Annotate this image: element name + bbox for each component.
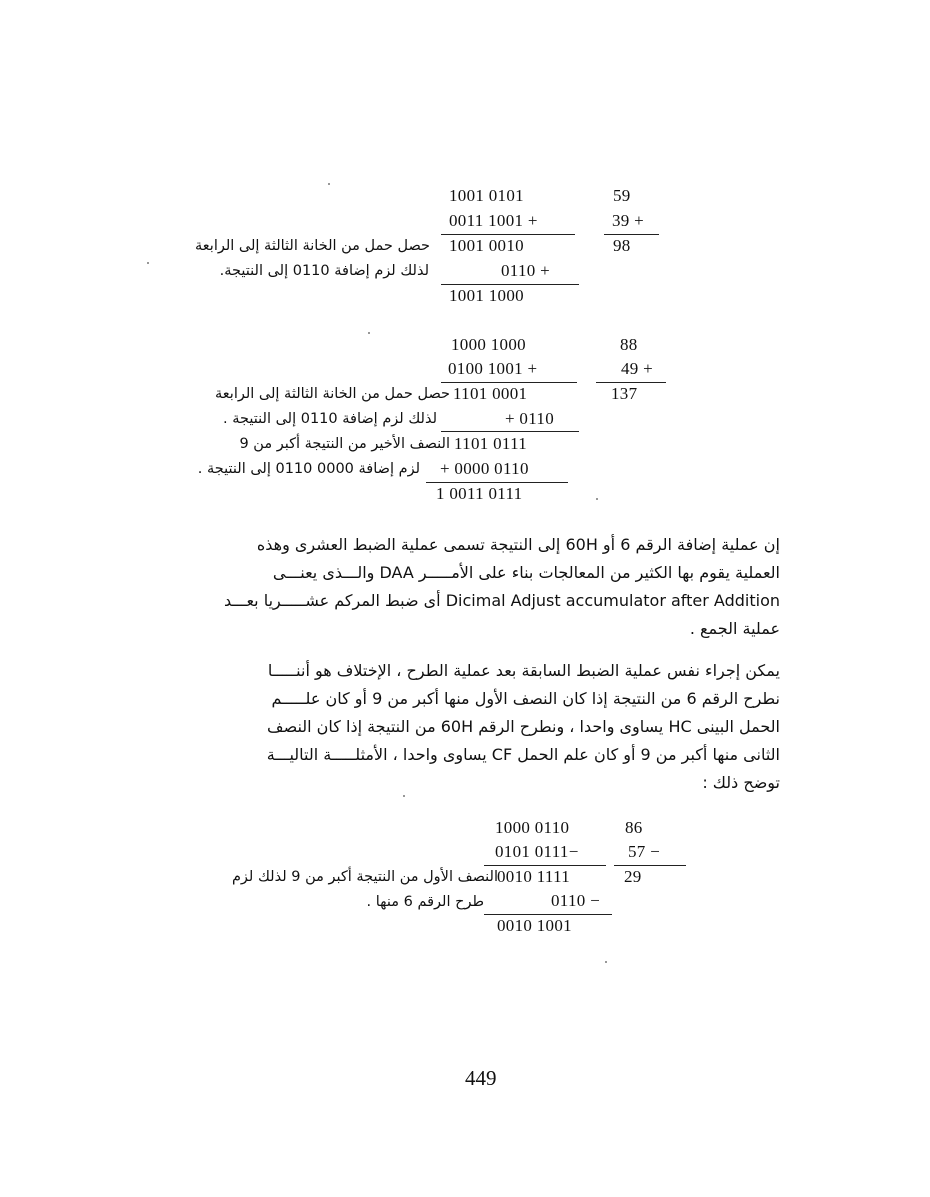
ex2-operand-b-binary: 0100 1001 + <box>448 359 538 378</box>
ex1-note-carry: حصل حمل من الخانة الثالثة إلى الرابعة <box>195 238 430 254</box>
paragraph-subtraction-adjust <box>150 657 780 797</box>
paragraph-line: Dicimal Adjust accumulator after Addition أى ضبط المركم عشـــــريا بعـــد <box>224 591 780 610</box>
ex3-correction-rule <box>484 914 612 915</box>
paragraph-line: يمكن إجراء نفس عملية الضبط السابقة بعد عملية الطرح ، الإختلاف هو أننـــــا <box>267 661 780 680</box>
ex3-operand-a-decimal: 86 <box>625 818 643 837</box>
ex3-operand-b-binary: 0101 0111− <box>495 842 579 861</box>
ex2-correction-high-rule <box>426 482 568 483</box>
ex2-operand-b-decimal: 49 + <box>621 359 654 378</box>
ex1-operand-a-binary: 1001 0101 <box>449 186 524 205</box>
ex3-difference-decimal: 29 <box>624 867 642 886</box>
ex1-raw-sum-binary: 1001 0010 <box>449 236 524 255</box>
ex2-correction-high-binary: + 0000 0110 <box>440 459 529 478</box>
ex1-final-binary: 1001 1000 <box>449 286 524 305</box>
ex2-note-carry: حصل حمل من الخانة الثالثة إلى الرابعة <box>215 386 450 402</box>
scan-speck <box>368 332 370 334</box>
ex1-correction-binary: 0110 + <box>501 261 551 280</box>
paragraph-line: توضح ذلك : <box>702 773 780 792</box>
ex1-operand-b-binary: 0011 1001 + <box>449 211 538 230</box>
scan-speck <box>147 262 149 264</box>
paragraph-line: نطرح الرقم 6 من النتيجة إذا كان النصف الأول منها أكبر من 9 أو كان علـــــم <box>271 689 780 708</box>
ex1-correction-rule <box>441 284 579 285</box>
ex2-final-binary: 1 0011 0111 <box>436 484 523 503</box>
ex2-decimal-rule <box>596 382 666 383</box>
ex3-raw-difference-binary: 0010 1111 <box>497 867 571 886</box>
paragraph-decimal-adjust <box>150 531 780 643</box>
ex2-correction-low-rule <box>441 431 579 432</box>
ex2-operand-a-decimal: 88 <box>620 335 638 354</box>
ex3-operand-b-decimal: 57 − <box>628 842 661 861</box>
ex2-raw-sum-binary: 1101 0001 <box>453 384 528 403</box>
ex1-operand-a-decimal: 59 <box>613 186 631 205</box>
ex2-intermediate-binary: 1101 0111 <box>454 434 528 453</box>
paragraph-line: الثانى منها أكبر من 9 أو كان علم الحمل CF يساوى واحدا ، الأمثلـــــة التاليـــة <box>266 745 780 764</box>
ex2-sum-rule <box>441 382 577 383</box>
ex1-sum-rule <box>441 234 575 235</box>
ex3-difference-rule <box>484 865 606 866</box>
ex1-note-add-correction: لذلك لزم إضافة 0110 إلى النتيجة. <box>219 263 429 279</box>
ex3-note-high-nibble: النصف الأول من النتيجة أكبر من 9 لذلك لزم <box>231 869 498 885</box>
paragraph-line: الحمل البينى HC يساوى واحدا ، ونطرح الرقم 60H من النتيجة إذا كان النصف <box>267 717 780 736</box>
ex1-sum-decimal: 98 <box>613 236 631 255</box>
ex2-sum-decimal: 137 <box>611 384 638 403</box>
scan-speck <box>596 498 598 500</box>
scan-speck <box>605 961 607 963</box>
ex3-operand-a-binary: 1000 0110 <box>495 818 570 837</box>
ex3-final-binary: 0010 1001 <box>497 916 572 935</box>
scan-speck <box>328 183 330 185</box>
ex1-decimal-rule <box>604 234 659 235</box>
ex2-correction-low-binary: + 0110 <box>505 409 555 428</box>
ex3-correction-binary: 0110 − <box>551 891 601 910</box>
ex2-note-add-high-correction: لزم إضافة 0000 0110 إلى النتيجة . <box>197 461 420 477</box>
ex3-note-subtract-six: طرح الرقم 6 منها . <box>366 894 484 910</box>
ex2-note-add-low-correction: لذلك لزم إضافة 0110 إلى النتيجة . <box>223 411 437 427</box>
ex2-note-high-nibble: النصف الأخير من النتيجة أكبر من 9 <box>239 436 450 452</box>
paragraph-line: عملية الجمع . <box>689 619 780 638</box>
ex3-decimal-rule <box>614 865 686 866</box>
ex2-operand-a-binary: 1000 1000 <box>451 335 526 354</box>
scan-speck <box>403 795 405 797</box>
ex1-operand-b-decimal: 39 + <box>612 211 645 230</box>
paragraph-line: إن عملية إضافة الرقم 6 أو 60H إلى النتيجة تسمى عملية الضبط العشرى وهذه <box>256 535 780 554</box>
paragraph-line: العملية يقوم بها الكثير من المعالجات بناء على الأمـــــر DAA والـــذى يعنـــى <box>272 563 780 582</box>
page-number: 449 <box>465 1066 497 1090</box>
